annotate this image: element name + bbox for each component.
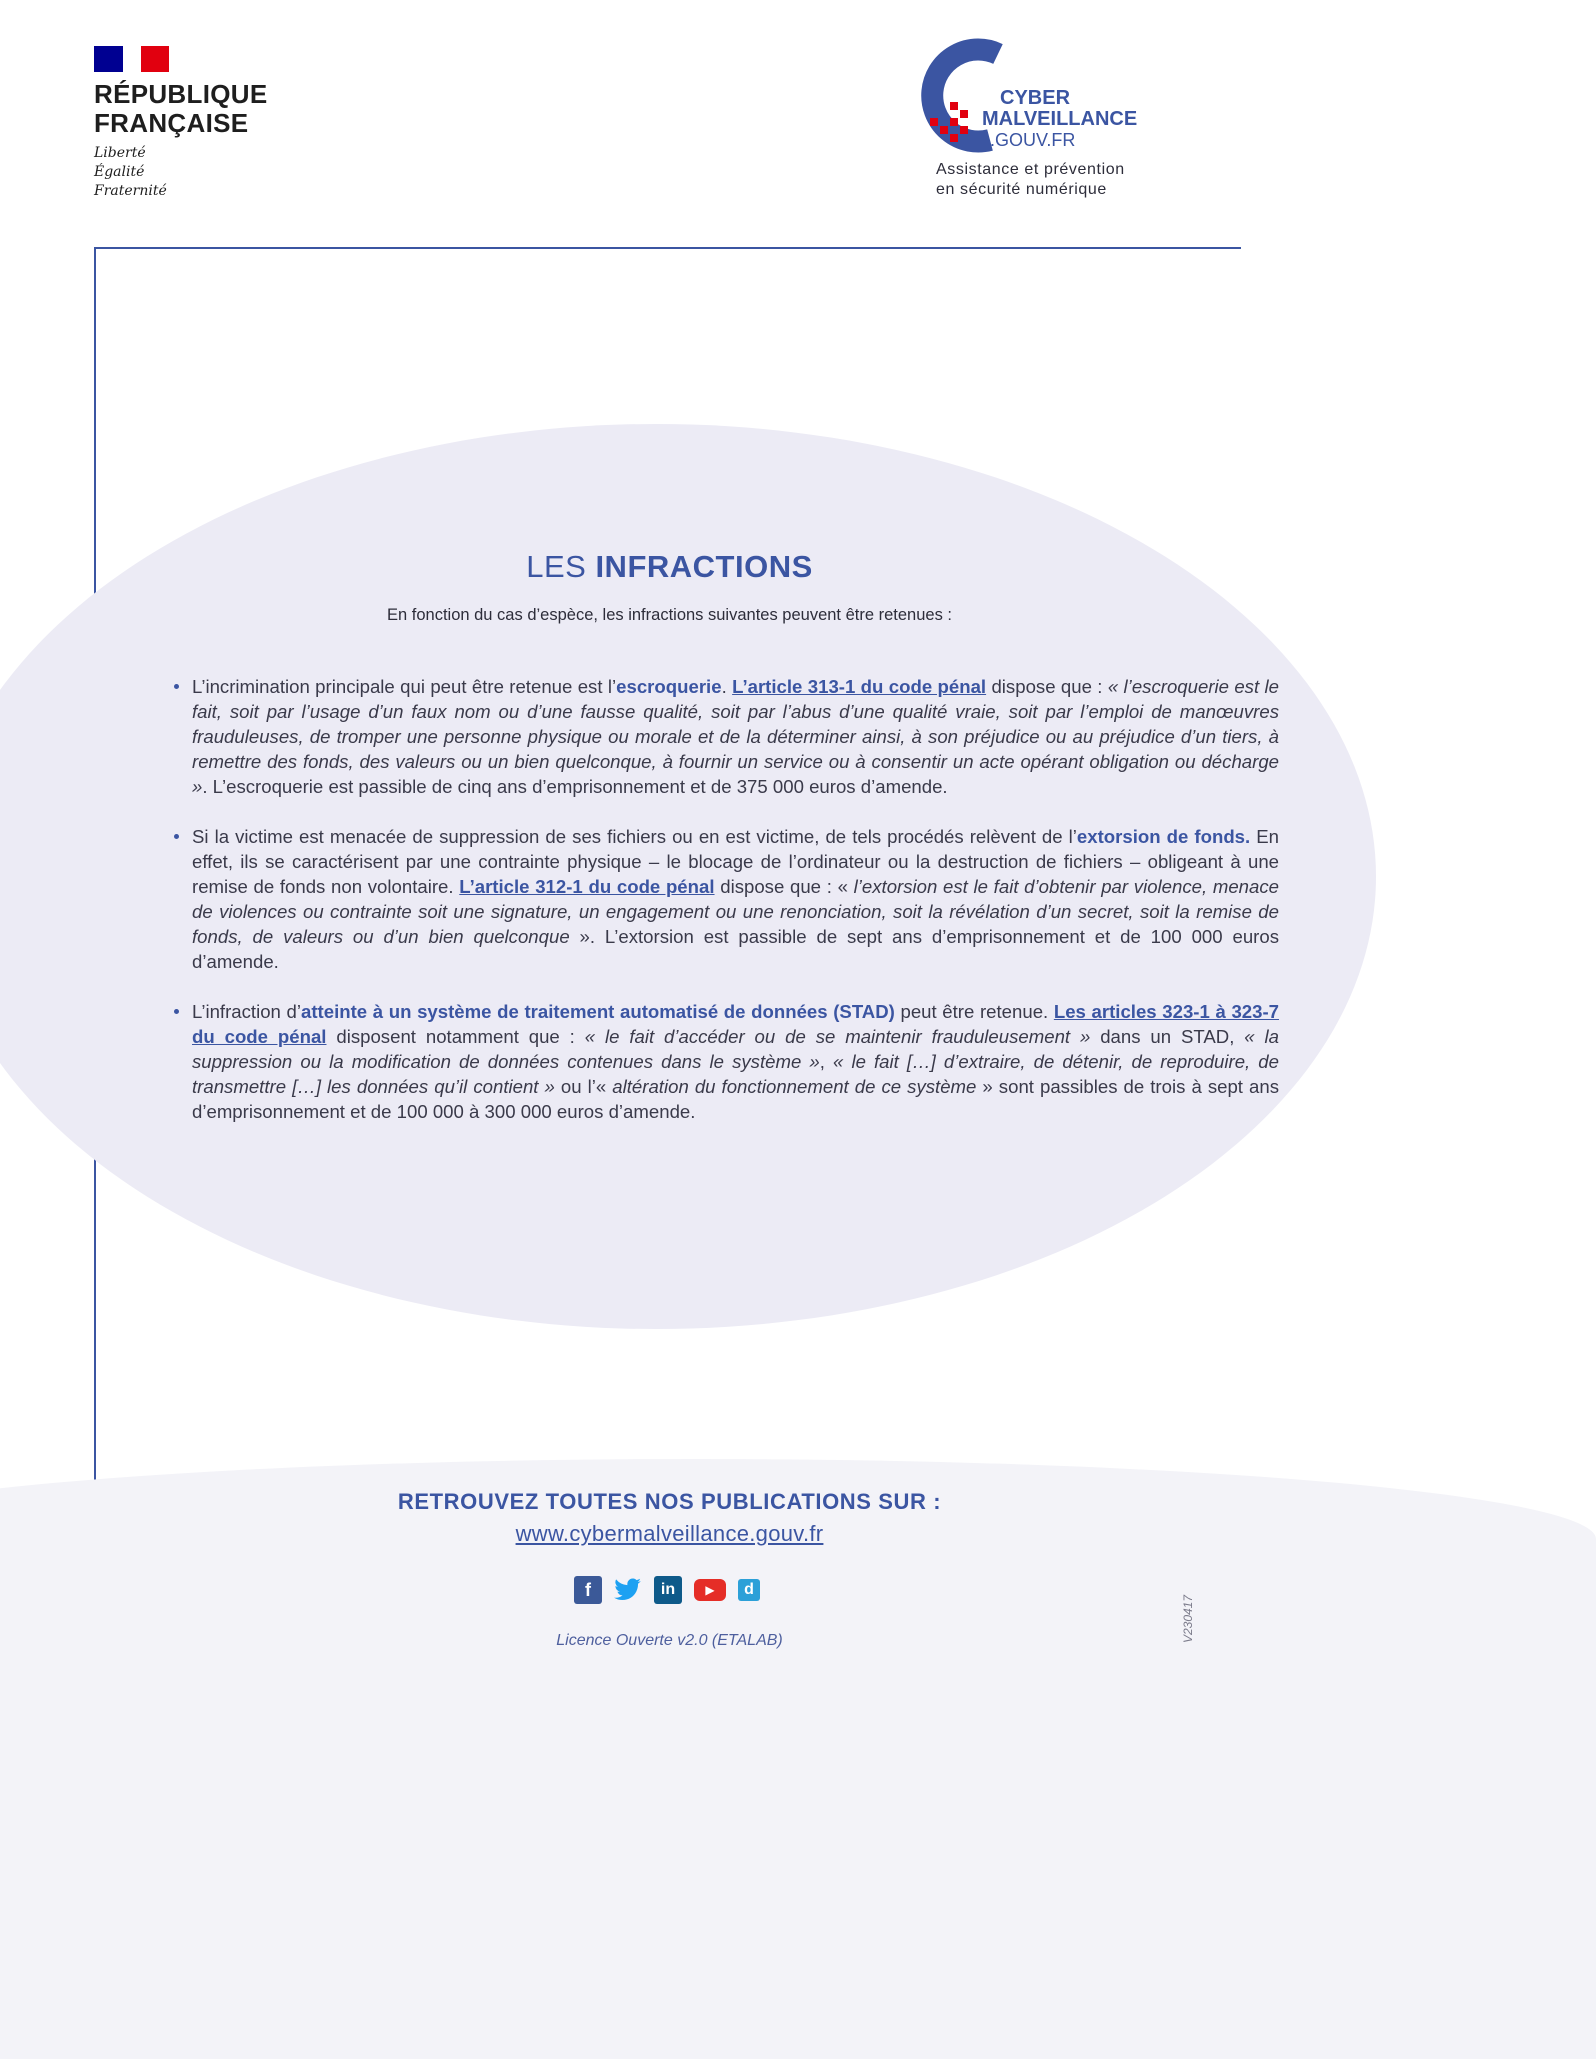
highlight-stad: atteinte à un système de traitement automatisé de données (STAD)	[301, 1001, 895, 1022]
cm-line1: CYBER	[1000, 87, 1071, 109]
rf-name-line2: FRANÇAISE	[94, 108, 249, 138]
highlight-escroquerie: escroquerie	[616, 676, 722, 697]
text: ». L’extorsion est passible de sept ans d’emprisonnement et de 100 000 euros d’amende.	[192, 926, 1279, 972]
highlight-extorsion: extorsion de fonds.	[1076, 826, 1251, 847]
cm-tagline1: Assistance et prévention	[936, 161, 1125, 178]
social-links	[574, 1576, 760, 1604]
title-light: LES	[526, 549, 596, 584]
twitter-icon[interactable]	[614, 1576, 642, 1604]
quote-extorsion: l’extorsion est le fait d’obtenir par violence, menace de violences ou contrainte soit une signature, un engagement ou une renonciation, soit la révélation d’un secret, soit la remise de fonds, de valeurs ou d’un bien quelconque	[192, 876, 1279, 947]
text: L’incrimination principale qui peut être retenue est l’	[192, 676, 617, 697]
text: ,	[819, 1051, 834, 1072]
footer-band	[0, 1459, 1596, 2059]
link-article-312-1[interactable]: L’article 312-1 du code pénal	[459, 876, 715, 897]
cybermalveillance-logo	[920, 46, 1160, 206]
youtube-icon[interactable]	[694, 1579, 726, 1601]
text: Si la victime est menacée de suppression de ses fichiers ou en est victime, de tels procédés relèvent de l’	[192, 826, 1077, 847]
website-link[interactable]: www.cybermalveillance.gouv.fr	[515, 1521, 824, 1546]
motto-egalite: Égalité	[94, 164, 145, 180]
text: dans un STAD,	[1090, 1026, 1245, 1047]
dailymotion-glyph: d	[744, 1581, 754, 1598]
twitter-bird-icon	[614, 1578, 642, 1602]
text: dispose que : «	[714, 876, 854, 897]
cm-tagline	[936, 160, 1125, 200]
link-article-313-1[interactable]: L’article 313-1 du code pénal	[732, 676, 987, 697]
content-frame	[94, 247, 1279, 1659]
cm-line2: MALVEILLANCE	[982, 108, 1138, 130]
french-flag-icon	[94, 46, 169, 72]
list-item-escroquerie	[192, 674, 1279, 799]
list-item-extorsion	[192, 824, 1279, 974]
section-intro: En fonction du cas d’espèce, les infractions suivantes peuvent être retenues :	[386, 606, 952, 624]
link-articles-323[interactable]: Les articles 323-1 à 323-7 du code pénal	[192, 1001, 1279, 1047]
quote-extraire: « le fait […] d’extraire, de détenir, de reproduire, de transmettre […] les données qu’il contient »	[192, 1051, 1279, 1097]
republique-francaise-logo	[94, 46, 267, 201]
version-label: V230417	[1181, 1594, 1195, 1644]
motto-fraternite: Fraternité	[94, 183, 167, 199]
facebook-icon[interactable]	[574, 1576, 602, 1604]
text: » sont passibles de trois à sept ans d’emprisonnement et de 100 000 à 300 000 euros d’amende.	[192, 1076, 1279, 1122]
cm-line3: .GOUV.FR	[990, 130, 1076, 150]
motto-liberte: Liberté	[94, 145, 146, 161]
text: dispose que :	[986, 676, 1108, 697]
linkedin-icon[interactable]	[654, 1576, 682, 1604]
list-item-stad	[192, 999, 1279, 1124]
quote-acceder: « le fait d’accéder ou de se maintenir frauduleusement »	[584, 1026, 1091, 1047]
rf-motto	[94, 144, 267, 201]
section-title	[96, 549, 1243, 585]
cm-tagline2: en sécurité numérique	[936, 181, 1107, 198]
linkedin-glyph: in	[660, 1581, 676, 1598]
facebook-glyph: f	[585, 1579, 591, 1600]
cybermalveillance-wordmark	[982, 88, 1137, 151]
publications-heading: RETROUVEZ TOUTES NOS PUBLICATIONS SUR :	[397, 1489, 942, 1514]
title-bold: INFRACTIONS	[595, 549, 813, 584]
rf-name-line1: RÉPUBLIQUE	[94, 79, 268, 109]
text: .	[721, 676, 733, 697]
rf-name	[94, 80, 267, 138]
text: . L’escroquerie est passible de cinq ans d’emprisonnement et de 375 000 euros d’amende.	[202, 776, 948, 797]
youtube-glyph: ▶	[705, 1583, 715, 1597]
text: L’infraction d’	[192, 1001, 301, 1022]
quote-alteration: altération du fonctionnement de ce système	[612, 1076, 977, 1097]
text: ou l’«	[554, 1076, 613, 1097]
infractions-list	[192, 674, 1279, 1149]
dailymotion-icon[interactable]	[738, 1579, 760, 1601]
text: peut être retenue.	[894, 1001, 1054, 1022]
text: En effet, ils se caractérisent par une contrainte physique – le blocage de l’ordinateur ou la destruction de fichiers – obligeant à une remise de fonds non volontaire.	[192, 826, 1279, 897]
licence-text: Licence Ouverte v2.0 (ETALAB)	[556, 1632, 783, 1649]
text: disposent notamment que :	[326, 1026, 585, 1047]
quote-escroquerie: « l’escroquerie est le fait, soit par l’usage d’un faux nom ou d’une fausse qualité, soit par l’abus d’une qualité vraie, soit par l’emploi de manœuvres frauduleuses, de tromper une personne physique ou morale et de la déterminer ainsi, à son préjudice ou au préjudice d’un tiers, à remettre des fonds, des valeurs ou un bien quelconque, à fournir un service ou à consentir un acte opérant obligation ou décharge »	[192, 676, 1279, 797]
quote-suppression: « la suppression ou la modification de données contenues dans le système »	[192, 1026, 1279, 1072]
